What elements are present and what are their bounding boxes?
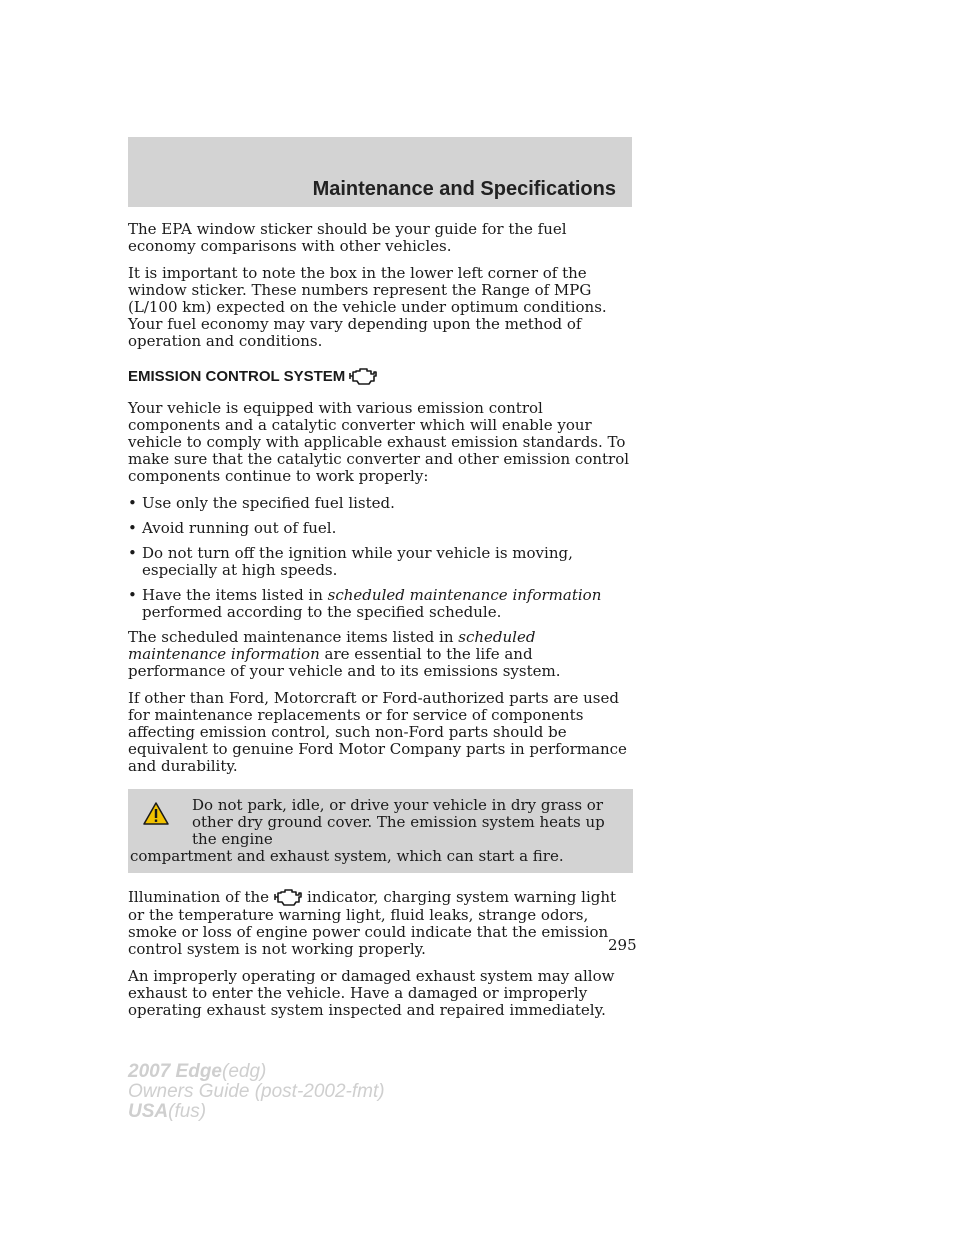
warning-text-line1: Do not park, idle, or drive your vehicle in dry grass or other dry ground cover. The emission system heats up the engine: [192, 796, 605, 848]
list-item: • Do not turn off the ignition while your vehicle is moving, especially at high speeds.: [128, 544, 573, 579]
page-number: 295: [608, 936, 637, 954]
paragraph-replacement-parts: If other than Ford, Motorcraft or Ford-authorized parts are used for maintenance replacements or for service of components affecting emission control, such non-Ford parts should be equivalent to genuine Ford Motor Company parts in performance and durability.: [128, 689, 627, 775]
emission-bullet-list: [128, 495, 633, 621]
section-heading-text: EMISSION CONTROL SYSTEM: [128, 367, 346, 385]
engine-check-icon: [348, 366, 378, 386]
list-item: • Have the items listed in scheduled maintenance information performed according to the specified schedule.: [128, 586, 602, 621]
engine-check-icon: [273, 887, 303, 907]
paragraph-epa-sticker: The EPA window sticker should be your guide for the fuel economy comparisons with other vehicles.: [128, 220, 567, 255]
warning-text-line2: compartment and exhaust system, which can start a fire.: [130, 847, 564, 865]
page-content: [128, 221, 633, 1029]
list-item: • Avoid running out of fuel.: [128, 519, 337, 537]
warning-triangle-icon: [142, 801, 170, 826]
paragraph-illumination: Illumination of the indicator, charging system warning light or the temperature warning light, fluid leaks, strange odors, smoke or loss of engine power could indicate that the emission control system is not working properly.: [128, 888, 617, 958]
paragraph-exhaust: An improperly operating or damaged exhaust system may allow exhaust to enter the vehicle. Have a damaged or improperly operating exhaust system inspected and repaired immediately.: [128, 967, 615, 1019]
paragraph-mpg-range: It is important to note the box in the lower left corner of the window sticker. These numbers represent the Range of MPG (L/100 km) expected on the vehicle under optimum conditions. Your fuel economy may vary depending upon the method of operation and conditions.: [128, 264, 607, 350]
paragraph-emission-intro: Your vehicle is equipped with various emission control components and a catalytic converter which will enable your vehicle to comply with applicable exhaust emission standards. To make sure that the catalytic converter and other emission control components continue to work properly:: [128, 399, 630, 485]
fire-warning-box: [128, 789, 633, 873]
section-title: Maintenance and Specifications: [312, 178, 616, 200]
list-item: • Use only the specified fuel listed.: [128, 494, 395, 512]
section-heading: [128, 366, 633, 386]
document-footer: 2007 Edge(edg) Owners Guide (post-2002-fmt) USA(fus): [128, 1061, 385, 1122]
paragraph-scheduled-maintenance: The scheduled maintenance items listed in scheduled maintenance information are essential to the life and performance of your vehicle and to its emissions system.: [128, 628, 561, 680]
section-header-band: [128, 137, 632, 207]
